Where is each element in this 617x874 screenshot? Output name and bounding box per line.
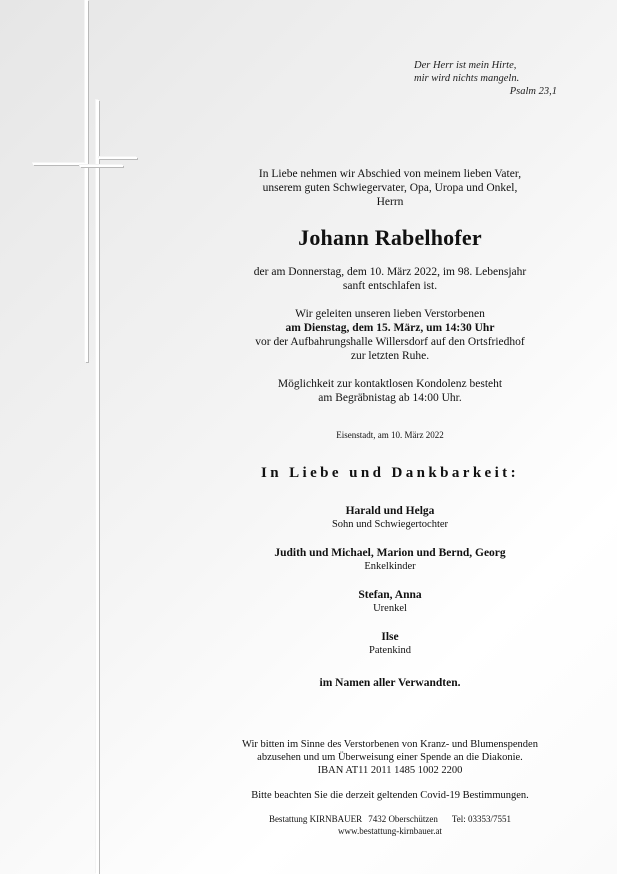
- undertaker-name: Bestattung KIRNBAUER: [268, 814, 363, 824]
- deceased-name: Johann Rabelhofer: [298, 225, 482, 250]
- intro-line-1: In Liebe nehmen wir Abschied von meinem lieben Vater,: [258, 168, 522, 180]
- condolence-info: [193, 377, 587, 405]
- death-line-1: der am Donnerstag, dem 10. März 2022, im 98. Lebensjahr: [253, 266, 527, 278]
- family-relation: Patenkind: [369, 645, 411, 656]
- family-names: Harald und Helga: [345, 505, 435, 517]
- condolence-line-2: am Begräbnistag ab 14:00 Uhr.: [318, 392, 462, 404]
- family-names: Ilse: [381, 631, 399, 643]
- place-date: Eisenstadt, am 10. März 2022: [336, 430, 444, 440]
- thanks-heading: In Liebe und Dankbarkeit:: [261, 465, 519, 481]
- family-group: [193, 630, 587, 657]
- family-names: Stefan, Anna: [358, 589, 422, 601]
- funeral-info: [193, 307, 587, 363]
- family-relation: Sohn und Schwiegertochter: [331, 519, 449, 530]
- family-group: [193, 546, 587, 573]
- death-notice: [193, 265, 587, 293]
- intro-line-2: unserem guten Schwiegervater, Opa, Uropa und Onkel,: [262, 182, 518, 194]
- family-relation: Urenkel: [373, 603, 407, 614]
- funeral-line-3: vor der Aufbahrungshalle Willersdorf auf den Ortsfriedhof: [255, 336, 525, 348]
- intro-text: [193, 167, 587, 209]
- iban: IBAN AT11 2011 1485 1002 2200: [317, 765, 463, 776]
- undertaker-address: 7432 Oberschützen: [368, 814, 438, 824]
- undertaker-phone: Tel: 03353/7551: [451, 814, 512, 824]
- undertaker-info: [193, 813, 587, 837]
- motto-line-2: mir wird nichts mangeln.: [414, 73, 520, 84]
- covid-note: Bitte beachten Sie die derzeit geltenden Covid-19 Bestimmungen.: [251, 790, 529, 801]
- intro-line-3: Herrn: [376, 196, 404, 208]
- funeral-date-time: am Dienstag, dem 15. März, um 14:30 Uhr: [285, 322, 495, 334]
- psalm-motto: [414, 59, 564, 98]
- request-line-2: abzusehen und um Überweisung einer Spende an die Diakonie.: [257, 752, 523, 763]
- funeral-line-1: Wir geleiten unseren lieben Verstorbenen: [295, 308, 485, 320]
- family-names: Judith und Michael, Marion und Bernd, Georg: [274, 547, 506, 559]
- motto-line-1: Der Herr ist mein Hirte,: [414, 60, 517, 71]
- request-line-1: Wir bitten im Sinne des Verstorbenen von Kranz- und Blumenspenden: [242, 739, 538, 750]
- condolence-line-1: Möglichkeit zur kontaktlosen Kondolenz besteht: [277, 378, 503, 390]
- death-line-2: sanft entschlafen ist.: [342, 280, 438, 292]
- obituary-body: [193, 167, 587, 837]
- undertaker-website: www.bestattung-kirnbauer.at: [338, 826, 442, 836]
- family-group: [193, 504, 587, 531]
- closing-line: im Namen aller Verwandten.: [319, 677, 461, 689]
- donation-request: [193, 738, 587, 777]
- family-relation: Enkelkinder: [364, 561, 416, 572]
- family-group: [193, 588, 587, 615]
- motto-reference: Psalm 23,1: [509, 86, 557, 97]
- funeral-line-4: zur letzten Ruhe.: [350, 350, 430, 362]
